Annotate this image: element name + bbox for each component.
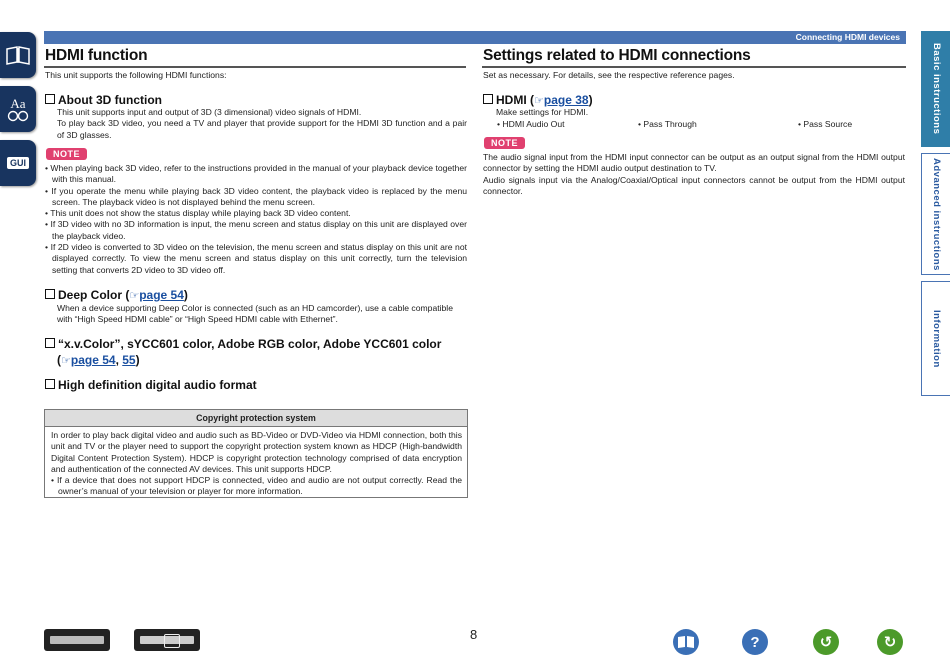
note-badge: NOTE	[46, 148, 87, 160]
hdmi-heading: HDMI (☞page 38)	[483, 93, 593, 107]
xv-color-heading: “x.v.Color”, sYCC601 color, Adobe RGB color, Adobe YCC601 color (☞page 54, 55)	[45, 336, 467, 369]
tab-label: Advanced instructions	[931, 157, 942, 271]
hdmi-sub: Make settings for HDMI.	[496, 107, 589, 117]
about-3d-text: This unit supports input and output of 3D (3 dimensional) video signals of HDMI. To play back 3D video, you need a TV and player that provide support for the HDMI 3D function and a pair of 3D glasses.	[57, 107, 467, 140]
tab-gui[interactable]	[0, 140, 36, 186]
list-item: • If 2D video is converted to 3D video on the television, the menu screen and status display on this unit are not displayed correctly. To view the menu screen and status display on this unit correctly, turn the television setting that converts 2D video to 3D video off.	[45, 242, 468, 275]
divider	[44, 66, 466, 68]
hand-pointer-icon: ☞	[129, 290, 140, 302]
gui-icon: GUI	[7, 157, 29, 169]
list-item: • If you operate the menu while playing back 3D video content, the playback video is replaced by the menu screen. The playback video is not displayed behind the menu screen.	[45, 185, 467, 207]
left-intro: This unit supports the following HDMI functions:	[45, 70, 227, 80]
nav-contents-button[interactable]	[673, 629, 699, 655]
header-bar	[44, 31, 906, 44]
hd-audio-heading: High definition digital audio format	[45, 378, 257, 392]
right-note-text: The audio signal input from the HDMI input connector can be output as an output signal from the HDMI output connector by setting the HDMI audio output destination to TV. Audio signals input via the Analog/Coaxial/Optical input connectors cannot be output from the HDMI output connector.	[483, 152, 905, 196]
tab-index[interactable]	[0, 86, 36, 132]
about-3d-heading: About 3D function	[45, 93, 162, 107]
forward-icon: ↻	[883, 634, 897, 651]
option-pass-source[interactable]: • Pass Source	[798, 119, 853, 129]
book-icon	[5, 45, 31, 65]
list-item: • When playing back 3D video, refer to the instructions provided in the manual of your playback device together with this manual.	[45, 163, 467, 185]
rear-panel-thumbnail[interactable]	[134, 629, 200, 651]
tab-label: Information	[931, 309, 942, 368]
left-title: HDMI function	[45, 47, 148, 64]
help-icon: ?	[750, 633, 760, 651]
checkbox-icon	[45, 289, 55, 299]
checkbox-icon	[483, 94, 493, 104]
right-intro: Set as necessary. For details, see the respective reference pages.	[483, 70, 735, 80]
list-item: • This unit does not show the status display while playing back 3D video content.	[45, 208, 351, 219]
tab-label: Basic instructions	[931, 43, 942, 135]
book-icon	[677, 635, 695, 649]
divider	[482, 66, 906, 68]
page-number: 8	[470, 627, 478, 642]
front-panel-thumbnail[interactable]	[44, 629, 110, 651]
checkbox-icon	[45, 94, 55, 104]
nav-forward-button[interactable]	[877, 629, 903, 655]
nav-back-button[interactable]	[813, 629, 839, 655]
tab-information[interactable]	[921, 281, 950, 396]
glasses-icon	[7, 110, 29, 122]
option-hdmi-audio-out[interactable]: • HDMI Audio Out	[497, 119, 565, 129]
nav-help-button[interactable]	[742, 629, 768, 655]
checkbox-icon	[45, 379, 55, 389]
hand-pointer-icon: ☞	[534, 95, 544, 107]
option-pass-through[interactable]: • Pass Through	[638, 119, 697, 129]
hand-pointer-icon: ☞	[61, 355, 71, 367]
page-55-link[interactable]: 55	[122, 353, 136, 367]
back-icon: ↺	[819, 634, 833, 651]
aa-icon: Aa	[10, 95, 26, 111]
deep-color-heading: Deep Color (☞page 54)	[45, 288, 188, 302]
tab-contents[interactable]	[0, 32, 36, 78]
page-38-link[interactable]: page 38	[543, 93, 589, 107]
note-badge: NOTE	[484, 137, 525, 149]
note-list	[45, 163, 467, 276]
deep-color-text: When a device supporting Deep Color is connected (such as an HD camcorder), use a cable compatible with “High Speed HDMI cable” or “High Speed HDMI cable with Ethernet”.	[57, 303, 453, 325]
copyright-box	[44, 409, 468, 498]
checkbox-icon	[45, 338, 55, 348]
right-title: Settings related to HDMI connections	[483, 47, 751, 64]
copyright-text: In order to play back digital video and audio such as BD-Video or DVD-Video via HDMI connection, both this unit and TV or the player need to support the copyright protection system known as HDCP (High-bandwidth Digital Content Protection System). HDCP is copyright protection technology comprised of data encryption and authentication of the connected AV devices. This unit supports HDCP. • If a device that does not support HDCP is connected, video and audio are not output correctly. Read the owner’s manual of your television or player for more information.	[51, 430, 462, 497]
tab-advanced-instructions[interactable]	[921, 153, 950, 275]
page-54-link[interactable]: page 54	[139, 288, 184, 302]
section-label: Connecting HDMI devices	[795, 32, 900, 42]
list-item: • If 3D video with no 3D information is input, the menu screen and status display on this unit are displayed over the playback video.	[45, 219, 467, 241]
page-54-link[interactable]: page 54	[70, 353, 116, 367]
tab-basic-instructions[interactable]	[921, 31, 950, 147]
copyright-title: Copyright protection system	[45, 410, 467, 427]
list-item: • If a device that does not support HDCP is connected, video and audio are not output correctly. Read the owner’s manual of your television or player for more information.	[51, 475, 462, 497]
